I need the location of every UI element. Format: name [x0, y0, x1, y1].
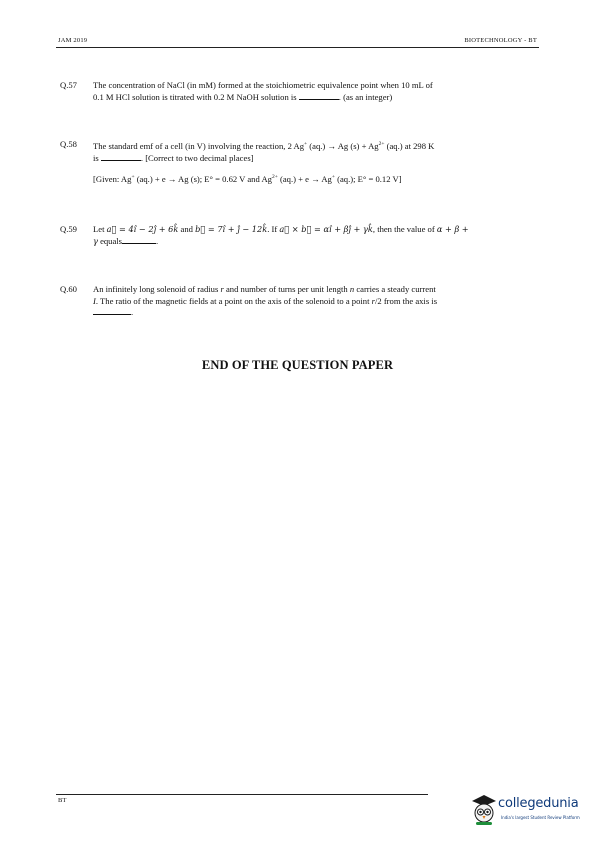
- question-line: and number of turns per unit length: [225, 284, 348, 294]
- sum-expression: α + β +: [436, 224, 469, 234]
- question-word: . If: [267, 224, 278, 234]
- question-number: Q.60: [60, 284, 77, 294]
- footer-paper-code: BT: [58, 797, 67, 804]
- answer-blank: [299, 92, 339, 100]
- end-of-paper-heading: END OF THE QUESTION PAPER: [201, 358, 394, 372]
- question-number: Q.57: [60, 80, 77, 90]
- owl-icon: [470, 793, 498, 827]
- brand-name: collegedunia: [498, 796, 579, 811]
- question-number: Q.58: [60, 139, 77, 149]
- brand-tagline: India's largest Student Review Platform: [501, 815, 580, 820]
- superscript: +: [304, 141, 308, 147]
- question-line: (aq.) at 298 K: [384, 141, 435, 151]
- vector-b-definition: b⃗ = 7î + ĵ − 12k̂: [195, 224, 268, 234]
- question-word: and: [180, 224, 193, 234]
- superscript: 2+: [378, 141, 385, 147]
- question-line: 0.1 M HCl solution is titrated with 0.2 M NaOH solution is: [93, 91, 297, 102]
- question-line: . The ratio of the magnetic fields at a point on the axis of the solenoid to a point: [95, 295, 370, 306]
- question-line: . (as an integer): [338, 91, 393, 102]
- question-number: Q.59: [60, 224, 77, 234]
- question-line: /2 from the axis is: [374, 295, 438, 306]
- question-text: An infinitely long solenoid of radius r and number of turns per unit length n carries a steady current I. The ratio of the magnetic fields at a point on the axis of the solenoid to a point r/2 from the axis is .: [93, 284, 438, 318]
- question-word: , then the value of: [372, 224, 435, 234]
- vector-a-definition: a⃗ = 4î − 2ĵ + 6k̂: [106, 224, 179, 234]
- question-word: equals: [100, 235, 123, 246]
- variable-r: r: [371, 295, 375, 306]
- superscript: 2+: [271, 174, 278, 181]
- question-line: (aq.) → Ag (s) + Ag: [307, 141, 379, 151]
- question-line: . [Correct to two decimal places]: [140, 152, 254, 163]
- question-text: [93, 139, 538, 186]
- superscript: +: [331, 174, 335, 181]
- header-exam-label: JAM 2019: [58, 37, 88, 44]
- answer-blank: [93, 307, 131, 315]
- question-text: [93, 80, 538, 103]
- question-word: Let: [93, 224, 105, 234]
- question-60: [60, 284, 538, 319]
- given-data: [93, 172, 538, 186]
- cross-product-expression: a⃗ × b⃗ = αî + βĵ + γk̂: [279, 224, 373, 234]
- given-text: (aq.) + e → Ag (s); E° = 0.62 V and Ag: [134, 174, 272, 185]
- question-57: [60, 80, 538, 103]
- question-line: carries a steady current: [356, 284, 436, 294]
- answer-blank: [122, 236, 156, 244]
- given-text: (aq.) + e → Ag: [277, 174, 332, 185]
- header-paper-code: BIOTECHNOLOGY - BT: [464, 37, 537, 44]
- header-rule: [56, 47, 539, 48]
- variable-i: I: [93, 295, 96, 306]
- collegedunia-logo: [468, 793, 578, 829]
- question-text: Let a⃗ = 4î − 2ĵ + 6k̂ and b⃗ = 7î + ĵ − 12k̂. If a⃗ × b⃗ = αî + βĵ + γk̂, then the value of α + β + γ equals .: [93, 224, 469, 246]
- variable-r: r: [220, 284, 224, 294]
- question-line: An infinitely long solenoid of radius: [93, 284, 219, 294]
- question-line: is: [93, 152, 99, 163]
- footer-rule: [56, 794, 428, 795]
- answer-blank: [101, 153, 141, 161]
- given-text: (aq.); E° = 0.12 V]: [334, 174, 402, 185]
- question-59: [60, 224, 538, 247]
- question-line: The concentration of NaCl (in mM) formed at the stoichiometric equivalence point when 10 mL of: [93, 80, 433, 90]
- question-line: The standard emf of a cell (in V) involving the reaction, 2 Ag: [93, 141, 305, 151]
- variable-n: n: [349, 284, 355, 294]
- sum-expression: γ: [93, 235, 98, 246]
- given-text: [Given: Ag: [93, 174, 132, 185]
- superscript: +: [131, 174, 135, 181]
- question-58: [60, 139, 538, 186]
